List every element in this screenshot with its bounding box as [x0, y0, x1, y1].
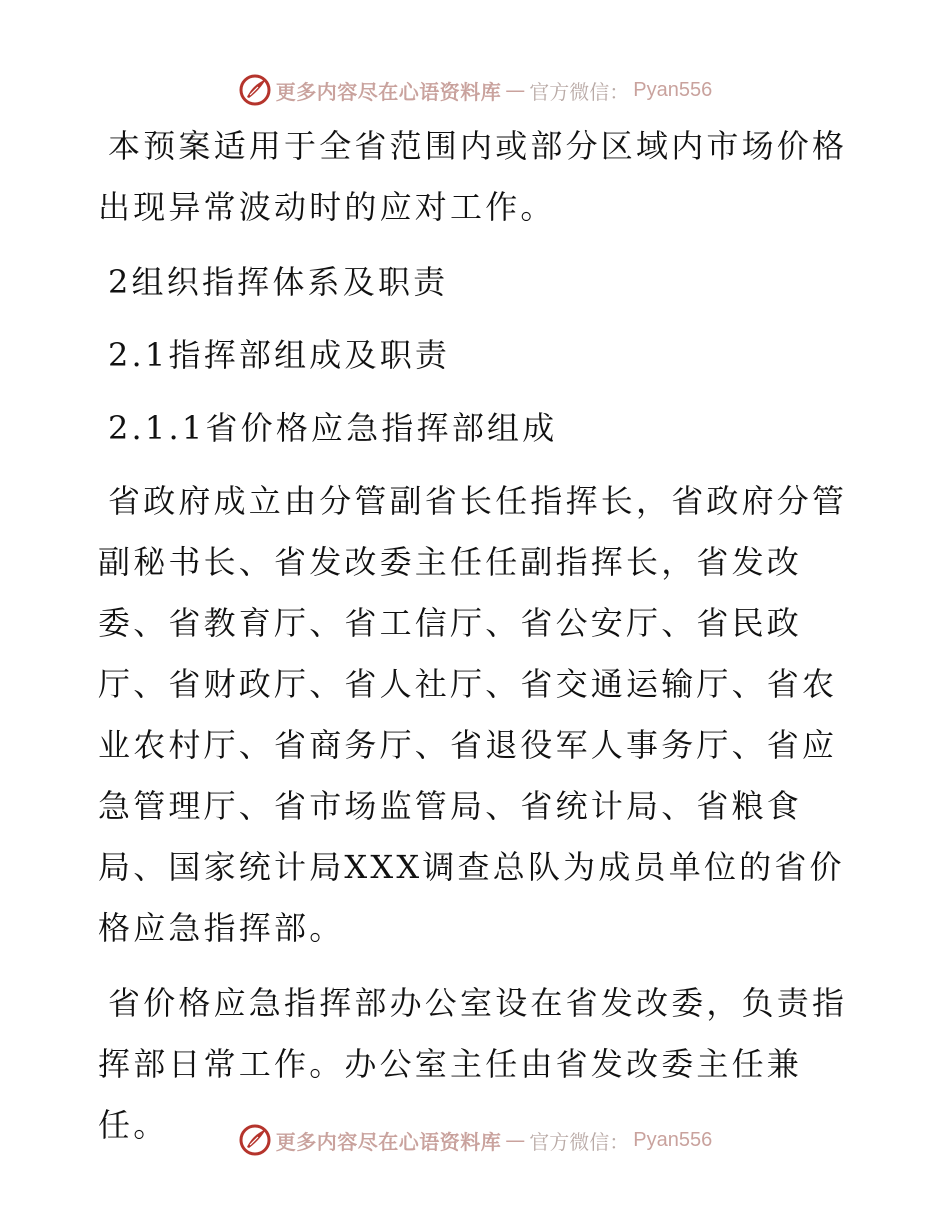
watermark-wechat-id: Pyan556 — [633, 78, 713, 101]
watermark-main-text: 更多内容尽在心语资料库 — [275, 79, 502, 104]
section-heading-2-1: 2.1指挥部组成及职责 — [108, 336, 451, 374]
watermark-dash: — — [505, 1128, 526, 1152]
watermark-wechat-id: Pyan556 — [633, 1128, 713, 1151]
watermark-wechat-label: 官方微信： — [529, 79, 630, 104]
red-quill-logo-icon — [238, 1123, 272, 1157]
paragraph-scope: 本预案适用于全省范围内或部分区域内市场价格出现异常波动时的应对工作。 — [98, 127, 848, 226]
watermark-wechat-label: 官方微信： — [529, 1129, 630, 1154]
paragraph-command-office: 省价格应急指挥部办公室设在省发改委，负责指挥部日常工作。办公室主任由省发改委主任兼任。 — [98, 984, 848, 1144]
section-heading-2-1-1: 2.1.1省价格应急指挥部组成 — [108, 409, 558, 447]
red-quill-logo-icon — [238, 73, 272, 107]
watermark-dash: — — [505, 78, 526, 102]
section-heading-2: 2组织指挥体系及职责 — [108, 263, 449, 301]
header-watermark-banner — [0, 70, 950, 110]
watermark-main-text: 更多内容尽在心语资料库 — [275, 1129, 502, 1154]
document-body — [98, 116, 858, 1170]
paragraph-command-composition: 省政府成立由分管副省长任指挥长，省政府分管副秘书长、省发改委主任任副指挥长，省发改委、省教育厅、省工信厅、省公安厅、省民政厅、省财政厅、省人社厅、省交通运输厅、省农业农村厅、省商务厅、省退役军人事务厅、省应急管理厅、省市场监管局、省统计局、省粮食局、国家统计局XXX调查总队为成员单位的省价格应急指挥部。 — [98, 482, 848, 947]
footer-watermark-banner — [0, 1120, 950, 1160]
